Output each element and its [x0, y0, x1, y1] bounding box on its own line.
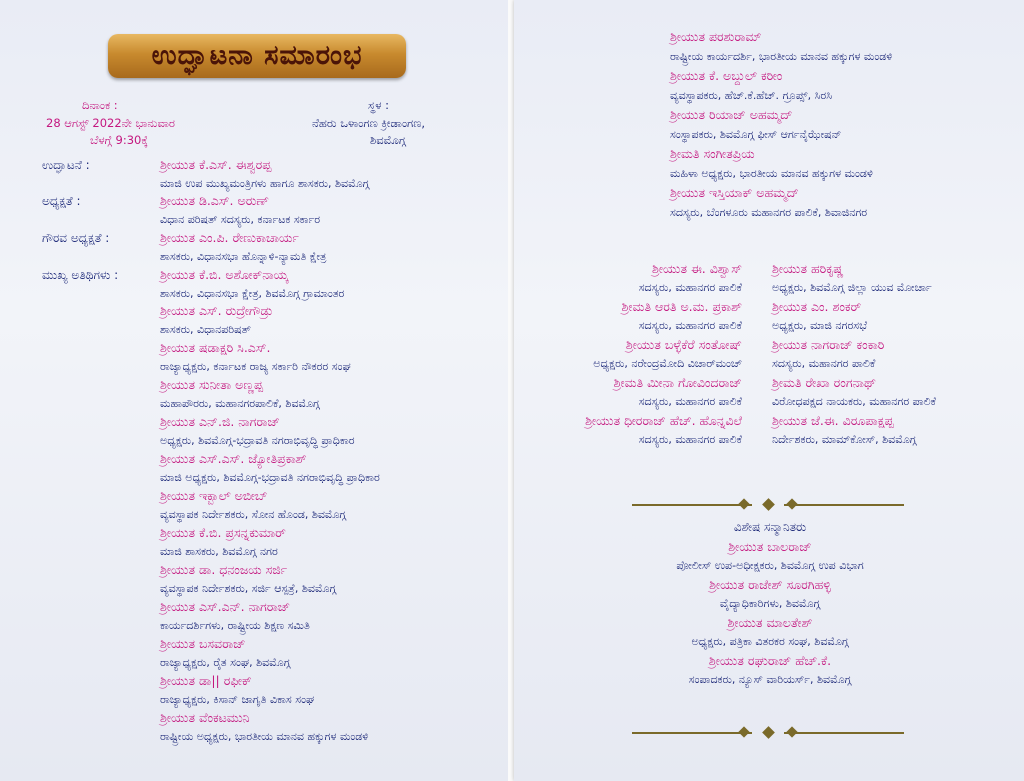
person-desc: ರಾಷ್ಟ್ರೀಯ ಕಾರ್ಯದರ್ಶಿ, ಭಾರತೀಯ ಮಾನವ ಹಕ್ಕುಗಳ ಮಂಡಳಿ [670, 50, 893, 63]
person-name: ಶ್ರೀಮತಿ ಆರತಿ ಅ.ಮ. ಪ್ರಕಾಶ್ [621, 299, 742, 314]
person-name: ಶ್ರೀಯುತ ಡಾ|| ರಫೀಕ್ [160, 673, 252, 688]
person-name: ಶ್ರೀಯುತ ಬಸವರಾಜ್ [160, 636, 246, 651]
person-desc: ಶಾಸಕರು, ವಿಧಾನಪರಿಷತ್ [160, 323, 251, 336]
person-name: ಶ್ರೀಯುತ ಈ. ವಿಶ್ವಾಸ್ [651, 261, 742, 276]
person-desc: ಮಹಾಪೌರರು, ಮಹಾನಗರಪಾಲಿಕೆ, ಶಿವಮೊಗ್ಗ [160, 397, 320, 410]
person-desc: ಸದಸ್ಯರು, ಬೆಂಗಳೂರು ಮಹಾನಗರ ಪಾಲಿಕೆ, ಶಿವಾಜಿನಗರ [670, 206, 868, 219]
person-desc: ಮಹಿಳಾ ಅಧ್ಯಕ್ಷರು, ಭಾರತೀಯ ಮಾನವ ಹಕ್ಕುಗಳ ಮಂಡಳಿ [670, 167, 873, 180]
role-inaugurator: ಉದ್ಘಾಟನೆ : [42, 158, 90, 172]
person-name: ಶ್ರೀಯುತ ಮಾಲತೇಶ್ [727, 615, 813, 630]
title-banner: ಉದ್ಘಾಟನಾ ಸಮಾರಂಭ [108, 34, 406, 78]
person-name: ಶ್ರೀಯುತ ವೆಂಕಟಮುನಿ [160, 710, 250, 725]
person-desc: ವಿಧಾನ ಪರಿಷತ್ ಸದಸ್ಯರು, ಕರ್ನಾಟಕ ಸರ್ಕಾರ [160, 213, 321, 226]
person-name: ಶ್ರೀಮತಿ ಸಂಗೀತಪ್ರಿಯ [670, 146, 755, 161]
venue-line1: ನೆಹರು ಒಳಾಂಗಣ ಕ್ರೀಡಾಂಗಣ, [312, 116, 426, 130]
time-value: ಬೆಳಗ್ಗೆ 9:30ಕ್ಕೆ [90, 133, 149, 147]
date-value: 28 ಆಗಸ್ಟ್ 2022ನೇ ಭಾನುವಾರ [46, 116, 175, 130]
person-desc: ಮಾಜಿ ಶಾಸಕರು, ಶಿವಮೊಗ್ಗ ನಗರ [160, 545, 278, 558]
person-name: ಶ್ರೀಯುತ ಕೆ.ಬಿ. ಅಶೋಕ್‌ನಾಯ್ಕ [160, 267, 289, 282]
date-label: ದಿನಾಂಕ : [82, 98, 118, 112]
person-name: ಶ್ರೀಯುತ ಎಂ. ಶಂಕರ್ [772, 299, 862, 314]
person-name: ಶ್ರೀಯುತ ರಿಯಾಜ್ ಅಹಮ್ಮದ್ [670, 107, 793, 122]
person-name: ಶ್ರೀಯುತ ಧೀರರಾಜ್ ಹೆಚ್. ಹೊನ್ನವಿಲೆ [585, 413, 742, 428]
person-desc: ಕಾರ್ಯದರ್ಶಿಗಳು, ರಾಷ್ಟ್ರೀಯ ಶಿಕ್ಷಣ ಸಮಿತಿ [160, 619, 310, 632]
person-name: ಶ್ರೀಯುತ ಜೆ.ಈ. ವಿರೂಪಾಕ್ಷಪ್ಪ [772, 413, 894, 428]
person-desc: ಸಂಪಾದಕರು, ನ್ಯೂಸ್ ವಾರಿಯರ್ಸ್, ಶಿವಮೊಗ್ಗ [688, 673, 852, 686]
role-president: ಅಧ್ಯಕ್ಷತೆ : [42, 194, 81, 208]
person-desc: ಸದಸ್ಯರು, ಮಹಾನಗರ ಪಾಲಿಕೆ [638, 433, 742, 446]
person-name: ಶ್ರೀಯುತ ಬಾಲರಾಜ್ [728, 539, 812, 554]
person-name: ಶ್ರೀಯುತ ಹರಿಕೃಷ್ಣ [772, 261, 844, 276]
person-desc: ಸದಸ್ಯರು, ಮಹಾನಗರ ಪಾಲಿಕೆ [772, 357, 876, 370]
person-name: ಶ್ರೀಮತಿ ರೇಖಾ ರಂಗನಾಥ್ [772, 375, 877, 390]
person-desc: ಸದಸ್ಯರು, ಮಹಾನಗರ ಪಾಲಿಕೆ [638, 395, 742, 408]
person-name: ಶ್ರೀಯುತ ಡಾ. ಧನಂಜಯ ಸರ್ಜಿ [160, 562, 288, 577]
person-name: ಶ್ರೀಯುತ ಇಕ್ಬಾಲ್ ಅಬೀಬ್ [160, 488, 268, 503]
person-desc: ಅಧ್ಯಕ್ಷರು, ಶಿವಮೊಗ್ಗ ಜಿಲ್ಲಾ ಯುವ ಮೋರ್ಚಾ [772, 281, 932, 294]
person-name: ಶ್ರೀಯುತ ಎಸ್.ಎನ್. ನಾಗರಾಜ್ [160, 599, 291, 614]
venue-line2: ಶಿವಮೊಗ್ಗ [370, 133, 406, 147]
person-name: ಶ್ರೀಯುತ ಎನ್.ಜಿ. ನಾಗರಾಜ್ [160, 414, 280, 429]
person-desc: ವ್ಯವಸ್ಥಾಪಕರು, ಹೆಚ್.ಕೆ.ಹೆಚ್. ಗ್ರೂಪ್ಸ್, ಸಿರಸಿ [670, 89, 833, 102]
person-name: ಶ್ರೀಯುತ ಕೆ.ಎಸ್. ಈಶ್ವರಪ್ಪ [160, 157, 272, 172]
person-desc: ಶಾಸಕರು, ವಿಧಾನಸಭಾ ಹೊನ್ನಾಳಿ-ನ್ಯಾಮತಿ ಕ್ಷೇತ್ರ [160, 250, 327, 263]
person-name: ಶ್ರೀಯುತ ಇಸ್ತಿಯಾಕ್ ಅಹಮ್ಮದ್ [670, 185, 799, 200]
person-desc: ವಿರೋಧಪಕ್ಷದ ನಾಯಕರು, ಮಹಾನಗರ ಪಾಲಿಕೆ [772, 395, 936, 408]
special-honorees [580, 520, 960, 692]
person-desc: ಸದಸ್ಯರು, ಮಹಾನಗರ ಪಾಲಿಕೆ [638, 281, 742, 294]
grid-right-column [772, 262, 1018, 452]
person-desc: ಅಧ್ಯಕ್ಷರು, ಪತ್ರಿಕಾ ವಿತರಕರ ಸಂಘ, ಶಿವಮೊಗ್ಗ [691, 635, 849, 648]
person-desc: ಮಾಜಿ ಉಪ ಮುಖ್ಯಮಂತ್ರಿಗಳು ಹಾಗೂ ಶಾಸಕರು, ಶಿವಮೊಗ್ಗ [160, 177, 370, 190]
person-name: ಶ್ರೀಯುತ ಸುನೀತಾ ಅಣ್ಣಪ್ಪ [160, 377, 263, 392]
person-name: ಶ್ರೀಯುತ ಷಡಾಕ್ಷರಿ ಸಿ.ಎಸ್. [160, 340, 271, 355]
person-name: ಶ್ರೀಯುತ ಎಸ್. ರುದ್ರೇಗೌಡ್ರು [160, 303, 273, 318]
divider-ornament [632, 500, 904, 510]
person-name: ಶ್ರೀಯುತ ಡಿ.ಎಸ್. ಅರುಣ್ [160, 193, 269, 208]
person-name: ಶ್ರೀಯುತ ಎಂ.ಪಿ. ರೇಣುಕಾಚಾರ್ಯ [160, 230, 299, 245]
person-desc: ರಾಷ್ಟ್ರೀಯ ಅಧ್ಯಕ್ಷರು, ಭಾರತೀಯ ಮಾನವ ಹಕ್ಕುಗಳ ಮಂಡಳಿ [160, 730, 369, 743]
venue-label: ಸ್ಥಳ : [368, 98, 390, 112]
special-heading: ವಿಶೇಷ ಸನ್ಮಾನಿತರು [733, 520, 807, 534]
person-name: ಶ್ರೀಯುತ ರಘುರಾಜ್ ಹೆಚ್.ಕೆ. [708, 653, 832, 668]
person-name: ಶ್ರೀಯುತ ಎಸ್.ಎಸ್. ಜ್ಯೋತಿಪ್ರಕಾಶ್ [160, 451, 307, 466]
person-desc: ಅಧ್ಯಕ್ಷರು, ಶಿವಮೊಗ್ಗ-ಭದ್ರಾವತಿ ನಗರಾಭಿವೃದ್ಧಿ ಪ್ರಾಧಿಕಾರ [160, 434, 355, 447]
person-name: ಶ್ರೀಯುತ ಪರಶುರಾಮ್ [670, 29, 762, 44]
role-honorary-president: ಗೌರವ ಅಧ್ಯಕ್ಷತೆ : [42, 231, 110, 245]
person-desc: ರಾಜ್ಯಾಧ್ಯಕ್ಷರು, ಕರ್ನಾಟಕ ರಾಜ್ಯ ಸರ್ಕಾರಿ ನೌಕರರ ಸಂಘ [160, 360, 351, 373]
person-desc: ಸಂಸ್ಥಾಪಕರು, ಶಿವಮೊಗ್ಗ ಫೀಸ್ ಆರ್ಗನೈಝೇಷನ್ [670, 128, 842, 141]
person-desc: ವ್ಯವಸ್ಥಾಪಕ ನಿರ್ದೇಶಕರು, ಸರ್ಜಿ ಆಸ್ಪತ್ರೆ, ಶಿವಮೊಗ್ಗ [160, 582, 337, 595]
person-name: ಶ್ರೀಮತಿ ಮೀನಾ ಗೋವಿಂದರಾಜ್ [613, 375, 742, 390]
person-name: ಶ್ರೀಯುತ ಬಳ್ಳೆಕೆರೆ ಸಂತೋಷ್ [625, 337, 742, 352]
person-desc: ಮಾಜಿ ಅಧ್ಯಕ್ಷರು, ಶಿವಮೊಗ್ಗ-ಭದ್ರಾವತಿ ನಗರಾಭಿವೃದ್ಧಿ ಪ್ರಾಧಿಕಾರ [160, 471, 380, 484]
person-desc: ರಾಜ್ಯಾಧ್ಯಕ್ಷರು, ರೈತ ಸಂಘ, ಶಿವಮೊಗ್ಗ [160, 656, 291, 669]
person-desc: ವ್ಯವಸ್ಥಾಪಕ ನಿರ್ದೇಶಕರು, ಸೋನ ಹೊಂಡ, ಶಿವಮೊಗ್ಗ [160, 508, 347, 521]
person-desc: ವೈದ್ಯಾಧಿಕಾರಿಗಳು, ಶಿವಮೊಗ್ಗ [719, 597, 821, 610]
person-desc: ಶಾಸಕರು, ವಿಧಾನಸಭಾ ಕ್ಷೇತ್ರ, ಶಿವಮೊಗ್ಗ ಗ್ರಾಮಾಂತರ [160, 287, 345, 300]
person-name: ಶ್ರೀಯುತ ಕೆ. ಅಬ್ದುಲ್ ಕರೀಂ [670, 68, 783, 83]
person-desc: ಅಧ್ಯಕ್ಷರು, ಮಾಜಿ ನಗರಸಭೆ [772, 319, 868, 332]
person-name: ಶ್ರೀಯುತ ಕೆ.ಬಿ. ಪ್ರಸನ್ನಕುಮಾರ್ [160, 525, 286, 540]
person-name: ಶ್ರೀಯುತ ನಾಗರಾಜ್ ಕಂಕಾರಿ [772, 337, 885, 352]
person-desc: ಸದಸ್ಯರು, ಮಹಾನಗರ ಪಾಲಿಕೆ [638, 319, 742, 332]
person-desc: ಅಧ್ಯಕ್ಷರು, ನರೇಂದ್ರಮೋದಿ ವಿಚಾರ್‌ಮಂಚ್ [593, 357, 742, 370]
role-chief-guests: ಮುಖ್ಯ ಅತಿಥಿಗಳು : [42, 268, 119, 282]
person-name: ಶ್ರೀಯುತ ರಾಜೇಶ್ ಸೂರಗಿಹಳ್ಳಿ [709, 577, 831, 592]
person-desc: ನಿರ್ದೇಶಕರು, ಮಾಮ್‌ಕೋಸ್, ಶಿವಮೊಗ್ಗ [772, 433, 917, 446]
grid-left-column [520, 262, 742, 452]
person-desc: ರಾಜ್ಯಾಧ್ಯಕ್ಷರು, ಕಿಸಾನ್ ಜಾಗೃತಿ ವಿಕಾಸ ಸಂಘ [160, 693, 315, 706]
divider-ornament [632, 728, 904, 738]
person-desc: ಪೋಲೀಸ್ ಉಪ-ಅಧೀಕ್ಷಕರು, ಶಿವಮೊಗ್ಗ ಉಪ ವಿಭಾಗ [676, 559, 864, 572]
